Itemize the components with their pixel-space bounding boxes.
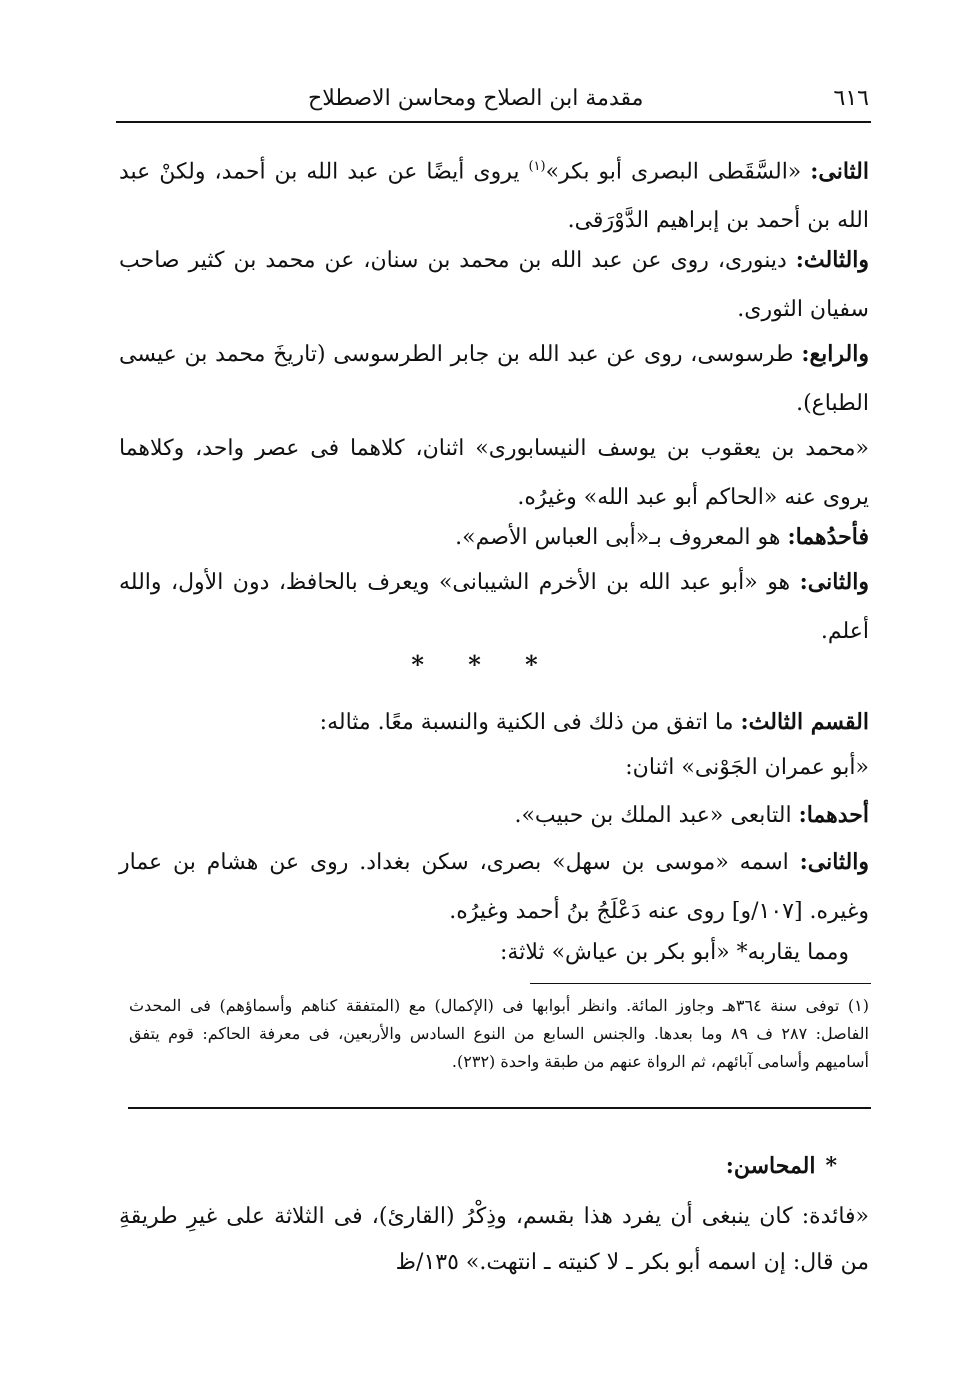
section-separator: * * * [411,650,556,679]
paragraph-label: القسم الثالث: [740,709,869,735]
mahasin-label: المحاسن: [725,1153,816,1179]
paragraph-label: فأحدُهما: [787,524,869,550]
paragraph-abu-imran: «أبو عمران الجَوْنى» اثنان: [625,755,869,780]
paragraph-thani-3: والثانى: اسمه «موسى بن سهل» بصرى، سكن بغداد. روى عن هشام بن عمار وغيره. [١٠٧/و] روى عنه دَعْلَجُ بنُ أحمد وغيرُه. [119,849,869,924]
paragraph-thani: الثانى: «السَّقَطى البصرى أبو بكر»$^{(١)}$ يروى أيضًا عن عبد الله بن أحمد، ولكنْ عبد الله بن أحمد بن إبراهيم الدَّوْرَقى. [119,158,869,234]
paragraph-yuqaribuhu: ومما يقاربه* «أبو بكر بن عياش» ثلاثة: [500,940,849,965]
page-header [118,76,869,120]
paragraph-rabi: والرابع: طرسوسى، روى عن عبد الله بن جابر الطرسوسى (تاريخَ محمد بن عيسى الطباع). [119,341,869,416]
paragraph-ahaduhuma: فأحدُهما: هو المعروف بـ«أبى العباس الأصم». [455,524,869,550]
section-rule [128,1107,871,1109]
page-number: ٦١٦ [833,85,869,111]
running-title: مقدمة ابن الصلاح ومحاسن الاصطلاح [308,85,644,111]
header-rule [116,121,871,123]
footnote-ref[interactable]: (١) [528,159,546,174]
paragraph-label: والثانى: [799,849,869,875]
paragraph-nisaburi: «محمد بن يعقوب بن يوسف النيسابورى» اثنان، كلاهما فى عصر واحد، وكلاهما يروى عنه «الحاكم أبو عبد الله» وغيرُه. [119,436,869,510]
mahasin-heading [726,1146,837,1187]
paragraph-thalith: والثالث: دينورى، روى عن عبد الله بن محمد بن سنان، عن محمد بن كثير صاحب سفيان الثورى. [119,247,869,322]
footnote-rule [530,983,871,984]
paragraph-label: أحدهما: [798,802,869,828]
paragraph-ahaduhuma-2: أحدهما: التابعى «عبد الملك بن حبيب». [514,802,869,828]
paragraph-label: والثانى: [799,569,869,595]
paragraph-faida: «فائدة: كان ينبغى أن يفرد هذا بقسم، وذِكْرُ (القارئ)، فى الثلاثة على غيرِ طريقةِ من قال: إن اسمه أبو بكر ـ لا كنيته ـ انتهت.» ١٣٥/ظ [119,1204,869,1275]
paragraph-qism-thalith: القسم الثالث: ما اتفق من ذلك فى الكنية والنسبة معًا. مثاله: [319,709,869,735]
paragraph-label: والثالث: [795,247,869,273]
asterisk-icon: * [825,1153,837,1179]
footnote: (١) توفى سنة ٣٦٤هـ وجاوز المائة. وانظر أبوابها فى (الإكمال) مع (المتفقة كناهم وأسماؤهم) فى المحدث الفاصل: ٢٨٧ ف ٨٩ وما بعدها. والجنس السابع من النوع السادس والأربعين، فى معرفة الحاكم: قوم يتفق أساميهم وأسامى آبائهم، ثم الرواة عنهم من طبقة واحدة (٢٣٢). [129,996,869,1071]
paragraph-thani-2: والثانى: هو «أبو عبد الله بن الأخرم الشيبانى» ويعرف بالحافظ، دون الأول، والله أعلم. [119,569,869,644]
paragraph-label: الثانى: [810,158,869,185]
paragraph-label: والرابع: [801,341,869,367]
